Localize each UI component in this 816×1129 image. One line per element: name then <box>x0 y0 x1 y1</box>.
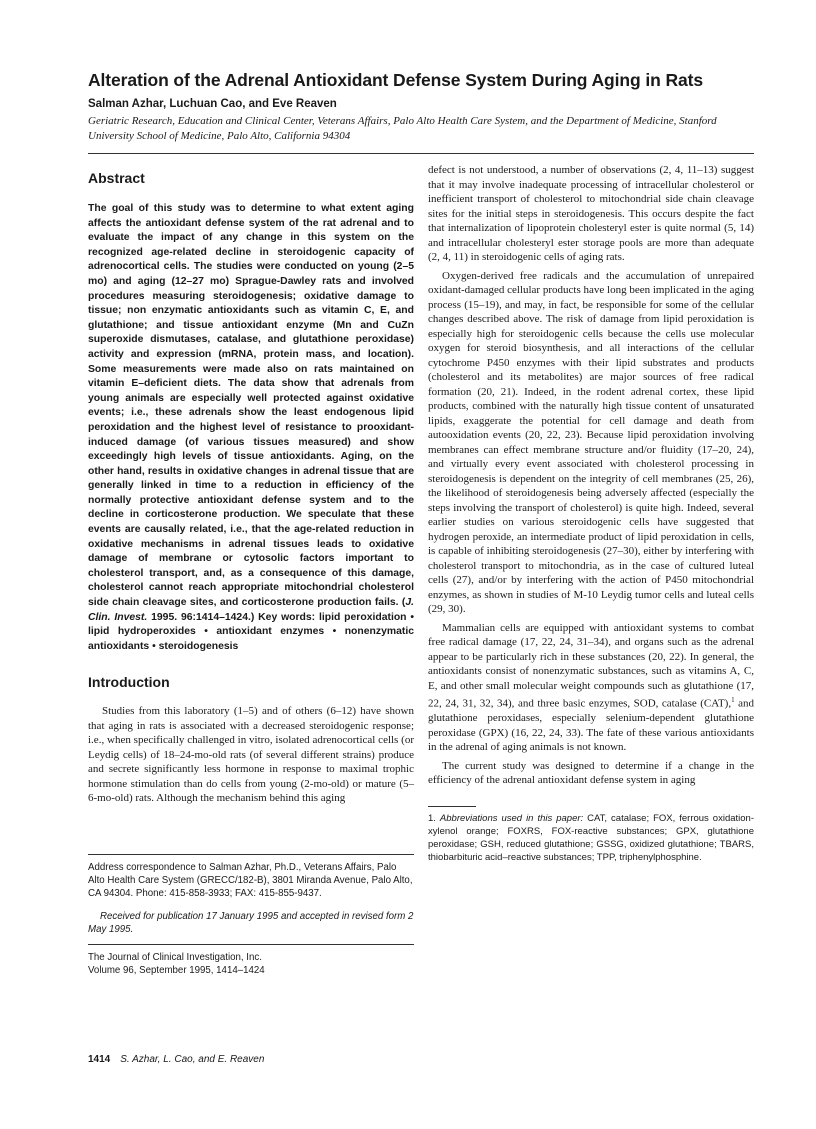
introduction-heading: Introduction <box>88 674 170 691</box>
abstract-heading: Abstract <box>88 170 145 186</box>
header-rule <box>88 153 754 154</box>
correspondence-rule <box>88 854 414 855</box>
right-column <box>428 163 754 864</box>
correspondence-note: Address correspondence to Salman Azhar, Ph.D., Veterans Affairs, Palo Alto Health Care System (GRECC/182-B), 3801 Miranda Avenue, Palo Alto, CA 94304. Phone: 415-858-3933; FAX: 415-855-9437. <box>88 861 413 899</box>
abbreviations-footnote <box>428 812 754 864</box>
article-title: Alteration of the Adrenal Antioxidant Defense System During Aging in Rats <box>88 70 703 90</box>
page-number: 1414 <box>88 1054 111 1065</box>
intro-paragraph-4: The current study was designed to determine if a change in the efficiency of the adrenal antioxidant defense system in aging <box>428 759 754 787</box>
intro-paragraph-1: Studies from this laboratory (1–5) and of others (6–12) have shown that aging in rats is associated with a decreased steroidogenic response; i.e., when specifically challenged in vitro, isolated adrenocortical cells (or Leydig cells) of 18–24-mo-old rats (of several different strains) produce and secrete significantly less hormone in response to maximal trophic hormone stimulation than do cells from young (2-mo-old) or mature (5–6-mo-old) rats. Although the mechanism behind this aging <box>88 705 414 805</box>
abstract-keywords: 1995. 96:1414–1424.) Key words: lipid peroxidation • lipid hydroperoxides • antioxidant enzymes • nonenzymatic antioxidants • steroidogenesis <box>88 611 414 652</box>
running-authors: S. Azhar, L. Cao, and E. Reaven <box>120 1054 265 1065</box>
abstract-body: The goal of this study was to determine to what extent aging affects the antioxidant defense system of the rat adrenal and to evaluate the impact of any change in this system on the recognized age-related decline in steroidogenic capacity of adrenocortical cells. The studies were conducted on young (2–5 mo) and aging (12–27 mo) Sprague-Dawley rats and involved procedures measuring steroidogenesis; oxidative damage to tissue; non enzymatic antioxidants such as vitamin C, E, and glutathione; and tissue antioxidant enzyme (Mn and CuZn superoxide dismutases, catalase, and glutathione peroxidase) activity and expression (mRNA, protein mass, and location). Some measurements were made also on rats maintained on vitamin E–deficient diets. The data show that adrenals from young animals are especially well protected against oxidative events; i.e., these adrenals show the least endogenous lipid peroxidation and the highest level of resistance to prooxidant-induced damage (of various tissues measured) and show exceedingly high levels of tissue antioxidants. Aging, on the other hand, results in oxidative changes in adrenal tissue that are generally linked in time to a reduction in efficiency of the normally protective antioxidant defense system and to the decline in corticosterone production. We speculate that these events are causally related, i.e., that the age-related reduction in oxidative mechanisms in adrenal tissues leads to oxidative damage of membrane or cytosolic factors important to cholesterol transport, and, as a consequence of this damage, cholesterol cannot reach appropriate mitochondrial cholesterol side chain cleavage sites, and corticosterone production fails. ( <box>88 203 414 609</box>
para3-text-rest: and glutathione peroxidases, especially selenium-dependent glutathione peroxidase (GPX) (16, 22, 24, 33). The fate of these various antioxidants in the adrenal of aging animals is not known. <box>428 697 754 754</box>
journal-volume: Volume 96, September 1995, 1414–1424 <box>88 964 265 976</box>
journal-name: The Journal of Clinical Investigation, Inc. <box>88 951 262 963</box>
received-note: Received for publication 17 January 1995 and accepted in revised form 2 May 1995. <box>88 910 414 935</box>
intro-paragraph-3 <box>428 621 754 755</box>
footnote-number: 1. <box>428 812 440 824</box>
affiliation: Geriatric Research, Education and Clinical Center, Veterans Affairs, Palo Alto Health Care System, and the Department of Medicine, Stanford University School of Medicine, Palo Alto, California 94304 <box>88 115 717 142</box>
abstract-citation: J. Clin. Invest. <box>88 597 414 623</box>
footnote-label: Abbreviations used in this paper: <box>439 812 584 824</box>
author-list: Salman Azhar, Luchuan Cao, and Eve Reaven <box>88 98 337 110</box>
left-column <box>88 160 414 977</box>
journal-rule <box>88 944 414 945</box>
footnote-rule <box>428 806 476 807</box>
abstract-text <box>88 202 414 654</box>
intro-paragraph-1-continued: defect is not understood, a number of observations (2, 4, 11–13) suggest that it may involve inadequate processing of intracellular cholesterol or inefficient transport of cholesterol to mitochondrial side chain cleavage sites for the initial steps in steroidogenesis. This occurs despite the fact that internalization of lipoprotein cholesteryl ester is quite normal (5, 14) and intracellular cholesteryl ester storage pools are more than adequate (2, 4, 11) in steroidogenic cells of aging rats. <box>428 164 754 263</box>
footnote-marker: 1 <box>731 696 735 704</box>
page-footer <box>88 1054 264 1065</box>
intro-paragraph-2: Oxygen-derived free radicals and the accumulation of unrepaired oxidant-damaged cellular products have long been implicated in the aging process (15–19), and may, in fact, be responsible for some of the cellular changes described above. The risk of damage from lipid peroxidation is especially high for steroidogenic cells because the cells use molecular oxygen for steroid biosynthesis, and all interactions of the cellular cytochrome P450 enzymes with their lipid substrates and products (cholesterol and its metabolites) are major sources of free radical formation (20, 21). Indeed, in the rodent adrenal cortex, these lipid products, combined with the naturally high tissue content of unsaturated lipids, exaggerate the potential for cell damage and death from autooxidation events (20, 22, 23). Because lipid peroxidation involving membranes can effect membrane structure and/or fluidity (17–20, 24), and virtually every event associated with cholesterol processing in steroidogenesis is dependent on the integrity of cell membranes (25, 26), the likelihood of steroidogenesis being adversely affected (especially the steps involving the transport of cholesterol) is quite high. Indeed, several earlier studies on various steroidogenic cells have suggested that hydrogen peroxide, an intermediate product of lipid peroxidation in cells, is capable of inhibiting steroidogenesis (27–30), either by interfering with cholesterol transport to mitochondria, as in the case of cultured luteal cells (27), and/or by interfering with the action of P450 mitochondrial enzymes, as shown in studies of M-10 Leydig tumor cells and luteal cells (29, 30). <box>428 269 754 615</box>
footnote-text: CAT, catalase; FOX, ferrous oxidation-xylenol orange; FOXRS, FOX-reactive substances; GPX, glutathione peroxidase; GSH, reduced glutathione; GSSG, oxidized glutathione; TBARS, thiobarbituric acid–reactive substances; TPP, triphenylphosphine. <box>428 812 754 863</box>
para3-text: Mammalian cells are equipped with antioxidant systems to combat free radical damage (17, 22, 24, 31–34), and organs such as the adrenal appear to be particularly rich in these substances (20, 22). In general, the antioxidants consist of nonenzymatic substances, such as vitamins A, C, E, and other small molecular weight compounds such as glutathione (17, 22, 24, 31, 32, 34), and three basic enzymes, SOD, catalase (CAT), <box>428 621 754 710</box>
